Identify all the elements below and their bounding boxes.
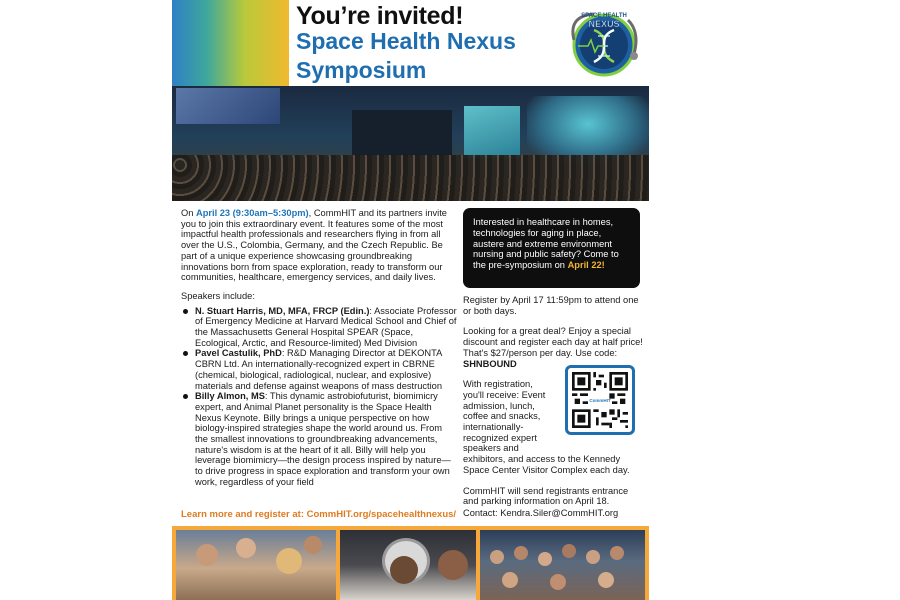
speaker-item [181,348,457,391]
invite-heading: You’re invited! [296,2,464,30]
group-photo [480,530,645,600]
speaker-name: N. Stuart Harris, MD, MFA, FRCP (Edin.) [195,305,370,316]
gradient-bar [172,0,289,86]
presentation-screen-right [464,106,520,158]
pre-symposium-callout: Interested in healthcare in homes, technologies for aging in place, austere and extreme environment nursing and public safety? Come to the pre-symposium on April 22! [463,208,640,288]
contact-email[interactable]: Contact: Kendra.Siler@CommHIT.org [463,508,619,518]
registration-benefits: With registration, you'll receive: Event admission, lunch, coffee and snacks, internationally-recognized expert speakers and [463,379,546,454]
attendees-photo [176,530,336,600]
speaker-item [181,391,457,487]
event-title-line1: Space Health Nexus [296,28,516,54]
right-column [463,295,643,507]
left-column [181,208,457,488]
speaker-name: Billy Almon, MS [195,391,265,402]
stage [352,110,452,156]
qr-center-label: CommHIT [589,398,611,404]
logo-wordmark: NEXUS [588,19,620,29]
event-date: April 23 (9:30am–5:30pm) [196,208,309,218]
registration-benefits-tail: exhibitors, and access to the Kennedy Space Center Visitor Complex each day. [463,454,630,475]
logo-arc-top: SPACE HEALTH [581,13,627,19]
registration-deadline: Register by April 17 11:59pm to attend one or both days. [463,295,639,316]
entrance-info: CommHIT will send registrants entrance and parking information on April 18. [463,485,629,507]
speaker-bio: : R&D Managing Director at DEKONTA CBRN Ltd. An internationally-recognized expert in CBRNE (chemical, biological, radiological, nuclear, and explosive) materials and defense against weapons of mass destruction [195,348,443,391]
event-title-line2: Symposium [296,57,427,83]
speaker-name: Pavel Castulik, PhD [195,348,282,359]
conference-photo [172,86,649,201]
pre-symposium-date: April 22! [567,260,605,271]
flyer [172,0,649,600]
speaker-photo [340,530,476,600]
speaker-item [181,306,457,349]
speaker-list [181,306,457,488]
intro-paragraph: On April 23 (9:30am–5:30pm), CommHIT and its partners invite you to join this extraordinary event. It features some of the most impactful health professionals and researchers flying in from all over the U.S., Colombia, Germany, and the Czech Republic. Be part of a unique experience showcasing groundbreaking innovations born from space exploration, ready to transform our communities, healthcare, emergency services, and daily lives. [181,208,447,283]
promo-code: SHNBOUND [463,358,517,369]
qr-code-icon[interactable] [565,365,635,435]
speaker-bio: : Associate Professor of Emergency Medicine at Harvard Medical School and Chief of the Massachusetts General Hospital SPEAR (Space, Ecological, Arctic, and Resource-limited) Med Division [195,305,457,348]
photo-strip [172,526,649,600]
discount-text: Looking for a great deal? Enjoy a special discount and register each day at half price! That's $27/person per day. Use code: SHNBOUND [463,326,643,369]
speaker-bio: : This dynamic astrobiofuturist, biomimicry expert, and Animal Planet personality is the Space Health Nexus Keynote. Billy brings a unique perspective on how biology-inspired strategies shape the world around us. From the smallest innovations to groundbreaking advancements, nature's wisdom is at the heart of it all. Billy will help you leverage biomimicry—the design process inspired by nature—to drive progress in space exploration and transform your own work, regardless of your field [195,391,451,487]
audience [172,155,649,201]
nexus-logo [564,6,644,80]
speakers-heading: Speakers include: [181,290,255,301]
register-link[interactable]: Learn more and register at: CommHIT.org/spacehealthnexus/ [181,509,457,520]
presentation-screen-left [176,88,280,124]
